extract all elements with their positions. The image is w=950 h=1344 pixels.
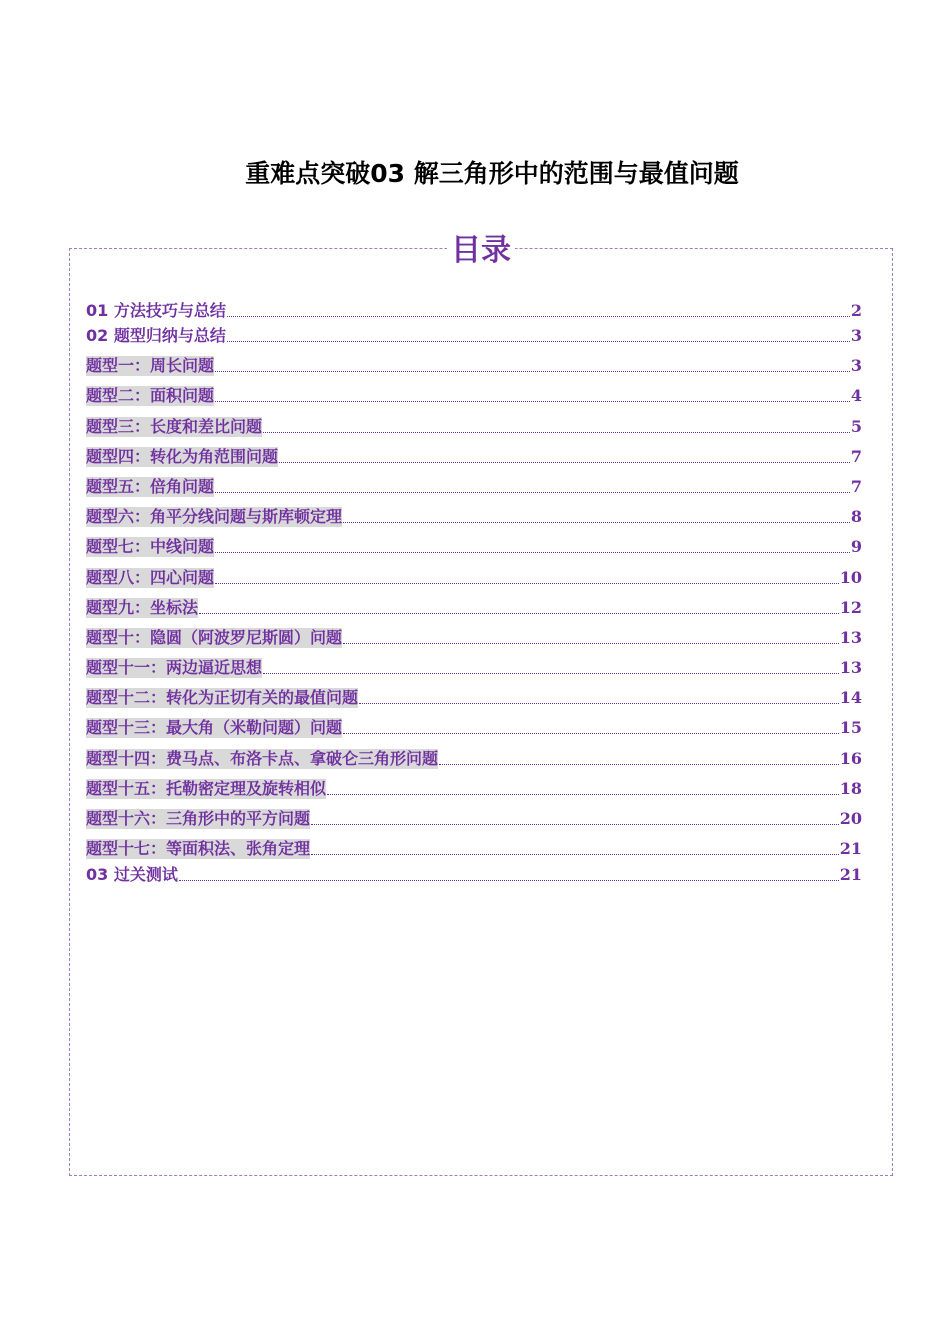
toc-entry-page: 7 xyxy=(850,446,862,466)
toc-entry[interactable] xyxy=(86,678,862,708)
toc-entry-label: 题型十一：两边逼近思想 xyxy=(86,658,263,678)
toc-entry-page: 7 xyxy=(850,476,862,496)
toc-dot-leader xyxy=(199,613,839,614)
toc-entry-page: 3 xyxy=(850,326,862,345)
toc-dot-leader xyxy=(179,880,839,881)
toc-entry-label: 题型十七：等面积法、张角定理 xyxy=(86,839,311,859)
toc-entry-page: 13 xyxy=(839,627,862,647)
toc-entry-label: 题型三：长度和差比问题 xyxy=(86,416,263,436)
toc-entry-page: 8 xyxy=(850,507,862,527)
toc-dot-leader xyxy=(311,854,839,855)
toc-heading-wrap xyxy=(70,233,892,269)
toc-entry-label: 题型二：面积问题 xyxy=(86,386,215,406)
toc-entry[interactable] xyxy=(86,497,862,527)
toc-entry-label: 题型九：坐标法 xyxy=(86,597,199,617)
toc-entry[interactable] xyxy=(86,295,862,321)
toc-entry[interactable] xyxy=(86,376,862,406)
toc-entry-page: 3 xyxy=(850,356,862,376)
toc-entry-label: 题型十三：最大角（米勒问题）问题 xyxy=(86,718,343,738)
toc-entry[interactable] xyxy=(86,437,862,467)
toc-entry[interactable] xyxy=(86,346,862,376)
toc-entry-page: 10 xyxy=(839,567,862,587)
toc-entry[interactable] xyxy=(86,588,862,618)
toc-entry[interactable] xyxy=(86,708,862,738)
toc-dot-leader xyxy=(343,643,839,644)
toc-entry[interactable] xyxy=(86,738,862,768)
toc-dot-leader xyxy=(279,462,850,463)
toc-entry[interactable] xyxy=(86,769,862,799)
toc-dot-leader xyxy=(439,764,839,765)
toc-entry-label: 题型一：周长问题 xyxy=(86,356,215,376)
toc-entry[interactable] xyxy=(86,406,862,436)
toc-entry-label: 题型八：四心问题 xyxy=(86,567,215,587)
toc-entry-label: 03 过关测试 xyxy=(86,864,178,884)
toc-entry[interactable] xyxy=(86,527,862,557)
toc-dot-leader xyxy=(359,703,839,704)
toc-entry[interactable] xyxy=(86,321,862,347)
toc-dot-leader xyxy=(215,583,839,584)
toc-entry[interactable] xyxy=(86,467,862,497)
toc-dot-leader xyxy=(343,522,850,523)
toc-heading: 目录 xyxy=(447,233,515,269)
toc-entry-label: 题型四：转化为角范围问题 xyxy=(86,446,279,466)
toc-entry-page: 15 xyxy=(839,718,862,738)
toc-entry-label: 题型七：中线问题 xyxy=(86,537,215,557)
toc-entry[interactable] xyxy=(86,557,862,587)
toc-box xyxy=(69,233,893,1176)
toc-entry-page: 9 xyxy=(850,537,862,557)
toc-dot-leader xyxy=(263,432,850,433)
toc-dot-leader xyxy=(215,401,850,402)
toc-dot-leader xyxy=(215,371,850,372)
toc-entry[interactable] xyxy=(86,648,862,678)
toc-dot-leader xyxy=(263,673,839,674)
toc-entry[interactable] xyxy=(86,829,862,859)
toc-entry-label: 题型十五：托勒密定理及旋转相似 xyxy=(86,778,327,798)
toc-entry-page: 16 xyxy=(839,748,862,768)
toc-list xyxy=(86,295,862,885)
toc-entry-page: 20 xyxy=(839,809,862,828)
toc-entry-page: 13 xyxy=(839,658,862,678)
toc-dot-leader xyxy=(227,341,850,342)
toc-dot-leader xyxy=(215,552,850,553)
toc-entry[interactable] xyxy=(86,859,862,885)
toc-entry-label: 题型十六：三角形中的平方问题 xyxy=(86,809,311,828)
toc-entry-label: 题型十二：转化为正切有关的最值问题 xyxy=(86,688,359,708)
toc-entry-label: 题型十四：费马点、布洛卡点、拿破仑三角形问题 xyxy=(86,748,439,768)
toc-entry-page: 14 xyxy=(839,688,862,708)
page-title: 重难点突破03 解三角形中的范围与最值问题 xyxy=(245,159,739,188)
toc-entry-page: 5 xyxy=(850,416,862,436)
toc-entry-page: 4 xyxy=(850,386,862,406)
toc-dot-leader xyxy=(227,316,850,317)
toc-dot-leader xyxy=(343,733,839,734)
toc-entry-label: 题型六：角平分线问题与斯库顿定理 xyxy=(86,507,343,527)
toc-entry-page: 12 xyxy=(839,597,862,617)
toc-dot-leader xyxy=(311,824,839,825)
toc-dot-leader xyxy=(327,794,839,795)
toc-entry-page: 21 xyxy=(839,839,862,859)
toc-entry-label: 02 题型归纳与总结 xyxy=(86,326,226,345)
toc-entry-label: 题型五：倍角问题 xyxy=(86,476,215,496)
toc-entry-page: 2 xyxy=(850,300,862,320)
toc-entry[interactable] xyxy=(86,618,862,648)
toc-entry[interactable] xyxy=(86,799,862,829)
toc-entry-page: 18 xyxy=(839,778,862,798)
toc-entry-page: 21 xyxy=(839,864,862,884)
toc-dot-leader xyxy=(215,492,850,493)
toc-entry-label: 题型十：隐圆（阿波罗尼斯圆）问题 xyxy=(86,627,343,647)
toc-entry-label: 01 方法技巧与总结 xyxy=(86,300,226,320)
